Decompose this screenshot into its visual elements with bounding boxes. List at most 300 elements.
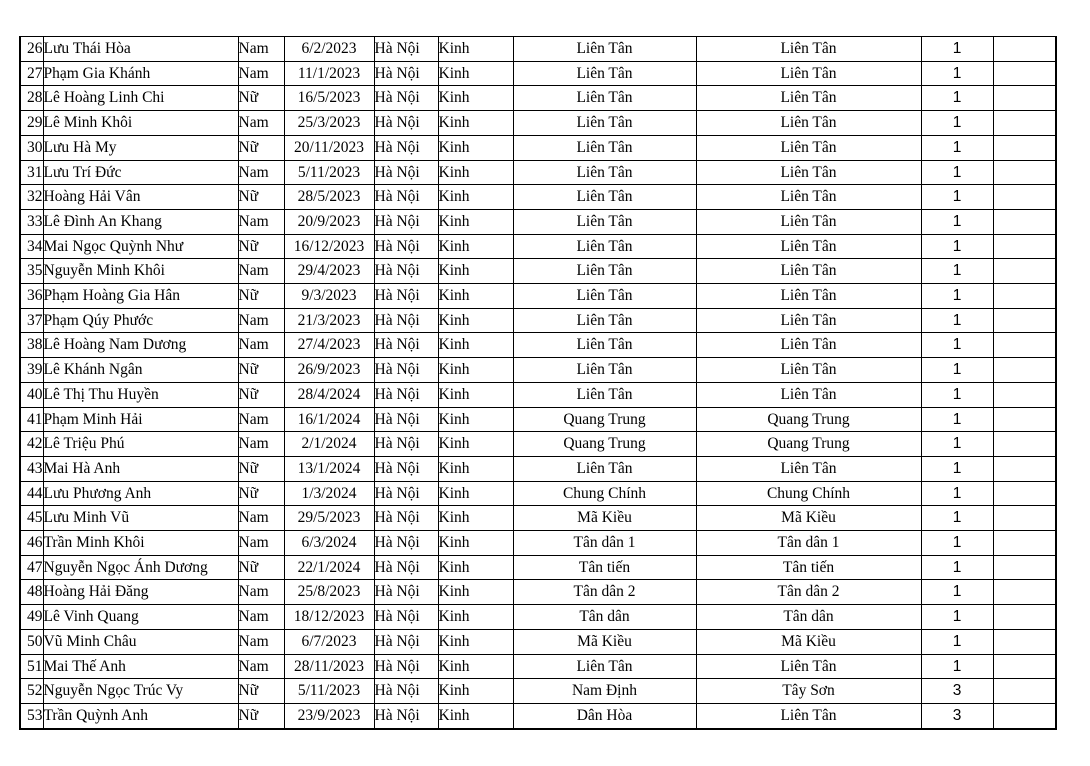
cell-gender: Nam (238, 407, 284, 432)
cell-row-number: 31 (20, 160, 43, 185)
table-row (20, 605, 1056, 630)
cell-count: 1 (921, 605, 993, 630)
cell-gender: Nữ (238, 456, 284, 481)
cell-count: 1 (921, 531, 993, 556)
cell-row-number: 26 (20, 37, 43, 62)
cell-note (993, 703, 1056, 728)
table-row (20, 629, 1056, 654)
cell-birth-date: 16/1/2024 (284, 407, 374, 432)
cell-gender: Nữ (238, 234, 284, 259)
cell-hamlet-registered: Liên Tân (513, 284, 696, 309)
cell-gender: Nam (238, 61, 284, 86)
cell-row-number: 35 (20, 259, 43, 284)
cell-row-number: 50 (20, 629, 43, 654)
cell-gender: Nữ (238, 185, 284, 210)
cell-count: 3 (921, 703, 993, 728)
cell-gender: Nam (238, 506, 284, 531)
table-row (20, 185, 1056, 210)
table-row (20, 580, 1056, 605)
cell-birth-date: 13/1/2024 (284, 456, 374, 481)
cell-birth-date: 20/9/2023 (284, 209, 374, 234)
cell-note (993, 61, 1056, 86)
cell-hamlet-residence: Liên Tân (696, 654, 921, 679)
cell-ethnicity: Kinh (438, 531, 513, 556)
cell-row-number: 51 (20, 654, 43, 679)
cell-ethnicity: Kinh (438, 111, 513, 136)
cell-ethnicity: Kinh (438, 333, 513, 358)
cell-hamlet-registered: Liên Tân (513, 86, 696, 111)
table-row (20, 481, 1056, 506)
table-row (20, 333, 1056, 358)
cell-hamlet-registered: Liên Tân (513, 308, 696, 333)
cell-ethnicity: Kinh (438, 61, 513, 86)
cell-ethnicity: Kinh (438, 654, 513, 679)
cell-count: 1 (921, 135, 993, 160)
table-row (20, 308, 1056, 333)
cell-full-name: Lê Đình An Khang (43, 209, 238, 234)
cell-hamlet-residence: Liên Tân (696, 333, 921, 358)
cell-birth-date: 29/5/2023 (284, 506, 374, 531)
cell-note (993, 209, 1056, 234)
cell-hamlet-residence: Mã Kiều (696, 629, 921, 654)
cell-count: 1 (921, 284, 993, 309)
cell-province: Hà Nội (374, 234, 438, 259)
cell-province: Hà Nội (374, 61, 438, 86)
cell-full-name: Lê Hoàng Nam Dương (43, 333, 238, 358)
table-row (20, 555, 1056, 580)
cell-birth-date: 29/4/2023 (284, 259, 374, 284)
cell-province: Hà Nội (374, 135, 438, 160)
cell-full-name: Trần Quỳnh Anh (43, 703, 238, 728)
table-row (20, 259, 1056, 284)
cell-row-number: 29 (20, 111, 43, 136)
cell-note (993, 679, 1056, 704)
cell-ethnicity: Kinh (438, 605, 513, 630)
cell-row-number: 33 (20, 209, 43, 234)
cell-count: 1 (921, 654, 993, 679)
cell-ethnicity: Kinh (438, 259, 513, 284)
cell-hamlet-residence: Liên Tân (696, 135, 921, 160)
cell-birth-date: 6/3/2024 (284, 531, 374, 556)
cell-hamlet-registered: Liên Tân (513, 234, 696, 259)
cell-province: Hà Nội (374, 185, 438, 210)
cell-count: 1 (921, 432, 993, 457)
cell-province: Hà Nội (374, 37, 438, 62)
cell-row-number: 46 (20, 531, 43, 556)
cell-province: Hà Nội (374, 456, 438, 481)
cell-gender: Nữ (238, 358, 284, 383)
cell-row-number: 28 (20, 86, 43, 111)
cell-hamlet-registered: Dân Hòa (513, 703, 696, 728)
cell-note (993, 407, 1056, 432)
cell-hamlet-residence: Liên Tân (696, 308, 921, 333)
cell-gender: Nam (238, 605, 284, 630)
table-row (20, 432, 1056, 457)
cell-note (993, 580, 1056, 605)
cell-count: 1 (921, 358, 993, 383)
cell-province: Hà Nội (374, 580, 438, 605)
table-row (20, 111, 1056, 136)
cell-row-number: 36 (20, 284, 43, 309)
table-row (20, 160, 1056, 185)
cell-full-name: Hoàng Hải Đăng (43, 580, 238, 605)
cell-count: 1 (921, 407, 993, 432)
cell-hamlet-registered: Liên Tân (513, 61, 696, 86)
cell-gender: Nam (238, 259, 284, 284)
records-table (19, 36, 1057, 730)
cell-birth-date: 28/5/2023 (284, 185, 374, 210)
cell-full-name: Nguyễn Minh Khôi (43, 259, 238, 284)
cell-birth-date: 25/3/2023 (284, 111, 374, 136)
cell-birth-date: 6/2/2023 (284, 37, 374, 62)
cell-hamlet-residence: Liên Tân (696, 703, 921, 728)
cell-row-number: 42 (20, 432, 43, 457)
cell-full-name: Phạm Qúy Phước (43, 308, 238, 333)
cell-count: 1 (921, 111, 993, 136)
cell-full-name: Lê Thị Thu Huyền (43, 382, 238, 407)
cell-full-name: Phạm Minh Hải (43, 407, 238, 432)
cell-ethnicity: Kinh (438, 481, 513, 506)
cell-ethnicity: Kinh (438, 358, 513, 383)
cell-ethnicity: Kinh (438, 160, 513, 185)
cell-gender: Nữ (238, 555, 284, 580)
cell-count: 1 (921, 234, 993, 259)
cell-note (993, 506, 1056, 531)
cell-full-name: Lê Minh Khôi (43, 111, 238, 136)
cell-full-name: Trần Minh Khôi (43, 531, 238, 556)
cell-row-number: 32 (20, 185, 43, 210)
cell-count: 1 (921, 259, 993, 284)
cell-birth-date: 25/8/2023 (284, 580, 374, 605)
cell-hamlet-residence: Liên Tân (696, 209, 921, 234)
cell-ethnicity: Kinh (438, 135, 513, 160)
cell-ethnicity: Kinh (438, 456, 513, 481)
cell-hamlet-residence: Tân tiến (696, 555, 921, 580)
table-row (20, 61, 1056, 86)
cell-count: 1 (921, 456, 993, 481)
table-row (20, 382, 1056, 407)
cell-ethnicity: Kinh (438, 506, 513, 531)
cell-hamlet-registered: Liên Tân (513, 382, 696, 407)
cell-note (993, 481, 1056, 506)
cell-full-name: Lưu Thái Hòa (43, 37, 238, 62)
cell-gender: Nữ (238, 703, 284, 728)
cell-province: Hà Nội (374, 605, 438, 630)
cell-count: 1 (921, 308, 993, 333)
cell-birth-date: 18/12/2023 (284, 605, 374, 630)
cell-birth-date: 2/1/2024 (284, 432, 374, 457)
cell-hamlet-residence: Mã Kiều (696, 506, 921, 531)
cell-hamlet-registered: Liên Tân (513, 209, 696, 234)
cell-note (993, 86, 1056, 111)
cell-row-number: 49 (20, 605, 43, 630)
cell-note (993, 333, 1056, 358)
cell-full-name: Hoàng Hải Vân (43, 185, 238, 210)
cell-gender: Nam (238, 160, 284, 185)
cell-ethnicity: Kinh (438, 580, 513, 605)
cell-birth-date: 16/12/2023 (284, 234, 374, 259)
cell-row-number: 38 (20, 333, 43, 358)
cell-hamlet-residence: Quang Trung (696, 432, 921, 457)
cell-full-name: Vũ Minh Châu (43, 629, 238, 654)
cell-ethnicity: Kinh (438, 209, 513, 234)
cell-count: 1 (921, 209, 993, 234)
cell-full-name: Phạm Hoàng Gia Hân (43, 284, 238, 309)
cell-province: Hà Nội (374, 679, 438, 704)
cell-birth-date: 5/11/2023 (284, 160, 374, 185)
cell-birth-date: 23/9/2023 (284, 703, 374, 728)
cell-row-number: 44 (20, 481, 43, 506)
cell-birth-date: 5/11/2023 (284, 679, 374, 704)
cell-row-number: 30 (20, 135, 43, 160)
cell-hamlet-registered: Tân dân 2 (513, 580, 696, 605)
cell-full-name: Lê Vinh Quang (43, 605, 238, 630)
cell-hamlet-residence: Liên Tân (696, 160, 921, 185)
cell-count: 1 (921, 580, 993, 605)
cell-gender: Nam (238, 654, 284, 679)
cell-row-number: 37 (20, 308, 43, 333)
cell-birth-date: 28/4/2024 (284, 382, 374, 407)
table-row (20, 284, 1056, 309)
cell-ethnicity: Kinh (438, 407, 513, 432)
cell-note (993, 284, 1056, 309)
cell-note (993, 654, 1056, 679)
cell-full-name: Lưu Hà My (43, 135, 238, 160)
cell-hamlet-residence: Liên Tân (696, 37, 921, 62)
cell-full-name: Lê Hoàng Linh Chi (43, 86, 238, 111)
cell-hamlet-registered: Mã Kiều (513, 629, 696, 654)
cell-birth-date: 21/3/2023 (284, 308, 374, 333)
cell-full-name: Lê Triệu Phú (43, 432, 238, 457)
cell-gender: Nam (238, 531, 284, 556)
cell-hamlet-residence: Liên Tân (696, 61, 921, 86)
cell-note (993, 531, 1056, 556)
cell-province: Hà Nội (374, 259, 438, 284)
cell-row-number: 34 (20, 234, 43, 259)
cell-gender: Nữ (238, 679, 284, 704)
cell-gender: Nam (238, 629, 284, 654)
cell-row-number: 43 (20, 456, 43, 481)
cell-row-number: 47 (20, 555, 43, 580)
cell-hamlet-registered: Chung Chính (513, 481, 696, 506)
cell-birth-date: 9/3/2023 (284, 284, 374, 309)
table-row (20, 135, 1056, 160)
records-table-body (20, 37, 1056, 729)
cell-hamlet-registered: Liên Tân (513, 654, 696, 679)
cell-row-number: 40 (20, 382, 43, 407)
cell-province: Hà Nội (374, 333, 438, 358)
cell-note (993, 259, 1056, 284)
cell-hamlet-residence: Liên Tân (696, 284, 921, 309)
table-row (20, 456, 1056, 481)
cell-ethnicity: Kinh (438, 284, 513, 309)
cell-birth-date: 28/11/2023 (284, 654, 374, 679)
cell-province: Hà Nội (374, 308, 438, 333)
cell-province: Hà Nội (374, 629, 438, 654)
cell-birth-date: 16/5/2023 (284, 86, 374, 111)
table-row (20, 37, 1056, 62)
table-row (20, 407, 1056, 432)
cell-hamlet-residence: Liên Tân (696, 185, 921, 210)
cell-row-number: 41 (20, 407, 43, 432)
table-row (20, 506, 1056, 531)
cell-hamlet-registered: Mã Kiều (513, 506, 696, 531)
cell-hamlet-registered: Liên Tân (513, 259, 696, 284)
cell-province: Hà Nội (374, 481, 438, 506)
cell-province: Hà Nội (374, 111, 438, 136)
cell-count: 3 (921, 679, 993, 704)
cell-row-number: 27 (20, 61, 43, 86)
cell-ethnicity: Kinh (438, 555, 513, 580)
cell-full-name: Nguyễn Ngọc Ánh Dương (43, 555, 238, 580)
cell-hamlet-residence: Tân dân (696, 605, 921, 630)
cell-hamlet-registered: Liên Tân (513, 135, 696, 160)
cell-gender: Nam (238, 333, 284, 358)
cell-hamlet-registered: Liên Tân (513, 358, 696, 383)
cell-hamlet-residence: Liên Tân (696, 382, 921, 407)
cell-province: Hà Nội (374, 86, 438, 111)
cell-gender: Nam (238, 37, 284, 62)
cell-ethnicity: Kinh (438, 86, 513, 111)
cell-province: Hà Nội (374, 432, 438, 457)
cell-full-name: Nguyễn Ngọc Trúc Vy (43, 679, 238, 704)
cell-full-name: Lưu Phương Anh (43, 481, 238, 506)
cell-count: 1 (921, 629, 993, 654)
cell-birth-date: 27/4/2023 (284, 333, 374, 358)
cell-note (993, 185, 1056, 210)
cell-birth-date: 6/7/2023 (284, 629, 374, 654)
cell-count: 1 (921, 37, 993, 62)
cell-row-number: 39 (20, 358, 43, 383)
cell-hamlet-registered: Tân dân 1 (513, 531, 696, 556)
cell-hamlet-registered: Tân tiến (513, 555, 696, 580)
cell-hamlet-registered: Liên Tân (513, 160, 696, 185)
cell-gender: Nam (238, 209, 284, 234)
table-row (20, 234, 1056, 259)
cell-hamlet-registered: Liên Tân (513, 37, 696, 62)
cell-count: 1 (921, 506, 993, 531)
cell-gender: Nữ (238, 86, 284, 111)
cell-ethnicity: Kinh (438, 382, 513, 407)
cell-note (993, 456, 1056, 481)
cell-gender: Nữ (238, 135, 284, 160)
cell-hamlet-residence: Liên Tân (696, 456, 921, 481)
cell-gender: Nữ (238, 481, 284, 506)
cell-note (993, 432, 1056, 457)
cell-ethnicity: Kinh (438, 703, 513, 728)
cell-count: 1 (921, 382, 993, 407)
cell-hamlet-registered: Quang Trung (513, 407, 696, 432)
cell-note (993, 37, 1056, 62)
table-row (20, 654, 1056, 679)
cell-province: Hà Nội (374, 555, 438, 580)
table-row (20, 531, 1056, 556)
cell-hamlet-residence: Tây Sơn (696, 679, 921, 704)
cell-note (993, 111, 1056, 136)
cell-birth-date: 11/1/2023 (284, 61, 374, 86)
cell-hamlet-residence: Tân dân 1 (696, 531, 921, 556)
cell-gender: Nữ (238, 284, 284, 309)
cell-note (993, 555, 1056, 580)
cell-count: 1 (921, 333, 993, 358)
cell-province: Hà Nội (374, 284, 438, 309)
cell-row-number: 53 (20, 703, 43, 728)
cell-province: Hà Nội (374, 209, 438, 234)
cell-note (993, 308, 1056, 333)
cell-province: Hà Nội (374, 382, 438, 407)
cell-hamlet-residence: Liên Tân (696, 358, 921, 383)
cell-hamlet-residence: Liên Tân (696, 234, 921, 259)
cell-gender: Nữ (238, 382, 284, 407)
table-row (20, 358, 1056, 383)
table-row (20, 703, 1056, 728)
cell-full-name: Mai Hà Anh (43, 456, 238, 481)
cell-ethnicity: Kinh (438, 629, 513, 654)
cell-hamlet-registered: Nam Định (513, 679, 696, 704)
cell-count: 1 (921, 185, 993, 210)
cell-gender: Nam (238, 432, 284, 457)
cell-ethnicity: Kinh (438, 308, 513, 333)
cell-ethnicity: Kinh (438, 37, 513, 62)
cell-note (993, 135, 1056, 160)
cell-hamlet-registered: Liên Tân (513, 456, 696, 481)
cell-birth-date: 26/9/2023 (284, 358, 374, 383)
cell-province: Hà Nội (374, 506, 438, 531)
cell-hamlet-residence: Quang Trung (696, 407, 921, 432)
cell-hamlet-residence: Tân dân 2 (696, 580, 921, 605)
cell-count: 1 (921, 86, 993, 111)
cell-hamlet-registered: Liên Tân (513, 111, 696, 136)
cell-gender: Nam (238, 308, 284, 333)
cell-count: 1 (921, 555, 993, 580)
cell-province: Hà Nội (374, 531, 438, 556)
cell-hamlet-registered: Tân dân (513, 605, 696, 630)
table-row (20, 679, 1056, 704)
cell-ethnicity: Kinh (438, 185, 513, 210)
cell-note (993, 382, 1056, 407)
cell-hamlet-registered: Liên Tân (513, 333, 696, 358)
cell-province: Hà Nội (374, 407, 438, 432)
cell-count: 1 (921, 61, 993, 86)
cell-hamlet-residence: Liên Tân (696, 259, 921, 284)
cell-birth-date: 1/3/2024 (284, 481, 374, 506)
cell-full-name: Mai Thế Anh (43, 654, 238, 679)
cell-note (993, 605, 1056, 630)
cell-province: Hà Nội (374, 358, 438, 383)
cell-full-name: Lê Khánh Ngân (43, 358, 238, 383)
cell-hamlet-residence: Chung Chính (696, 481, 921, 506)
cell-full-name: Lưu Trí Đức (43, 160, 238, 185)
cell-birth-date: 22/1/2024 (284, 555, 374, 580)
cell-row-number: 52 (20, 679, 43, 704)
cell-note (993, 629, 1056, 654)
cell-hamlet-residence: Liên Tân (696, 111, 921, 136)
table-row (20, 86, 1056, 111)
cell-note (993, 358, 1056, 383)
table-row (20, 209, 1056, 234)
cell-hamlet-registered: Quang Trung (513, 432, 696, 457)
cell-full-name: Lưu Minh Vũ (43, 506, 238, 531)
cell-note (993, 160, 1056, 185)
cell-gender: Nam (238, 580, 284, 605)
cell-row-number: 45 (20, 506, 43, 531)
cell-gender: Nam (238, 111, 284, 136)
cell-province: Hà Nội (374, 703, 438, 728)
cell-hamlet-registered: Liên Tân (513, 185, 696, 210)
cell-hamlet-residence: Liên Tân (696, 86, 921, 111)
cell-ethnicity: Kinh (438, 432, 513, 457)
cell-birth-date: 20/11/2023 (284, 135, 374, 160)
